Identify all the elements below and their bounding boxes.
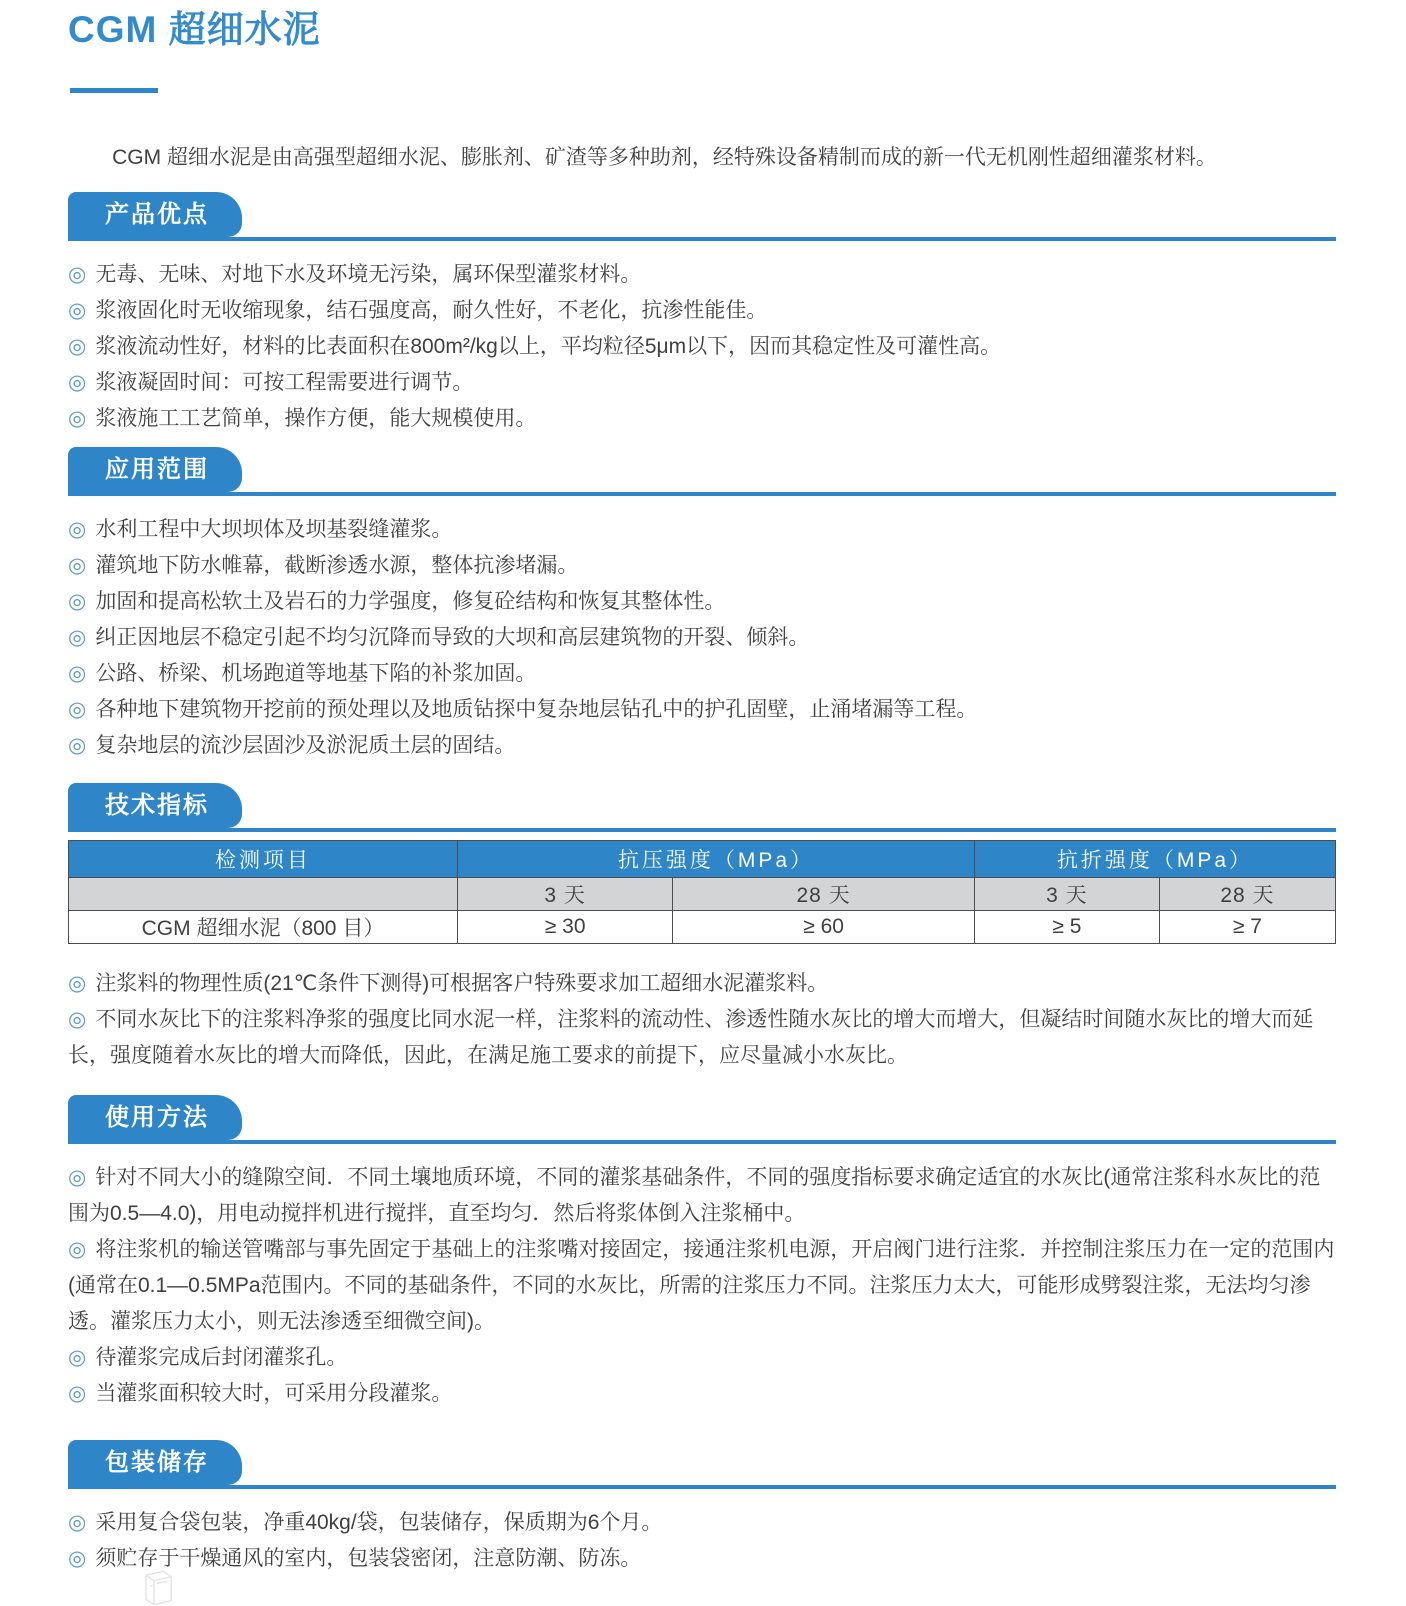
list-item-text: 不同水灰比下的注浆料净浆的强度比同水泥一样，注浆料的流动性、渗透性随水灰比的增大而增大，但凝结时间随水灰比的增大而延长，强度随着水灰比的增大而降低，因此，在满足施工要求的前提下，应尽量减小水灰比。: [68, 1008, 1314, 1067]
section-product-advantages: [68, 192, 1336, 437]
list-item-text: 加固和提高松软土及岩石的力学强度，修复砼结构和恢复其整体性。: [95, 590, 726, 613]
list-item-text: 灌筑地下防水帷幕，截断渗透水源，整体抗渗堵漏。: [95, 554, 579, 577]
list-item: [68, 365, 1336, 401]
list-item: [68, 620, 1336, 656]
bullet-icon: ◎: [68, 1008, 87, 1031]
product-name-cell: CGM 超细水泥（800 目）: [69, 911, 458, 944]
list-item: [68, 257, 1336, 293]
header-test-item: 检测项目: [69, 841, 458, 878]
list-item-text: 水利工程中大坝坝体及坝基裂缝灌浆。: [95, 518, 453, 541]
list-item: [68, 728, 1336, 764]
header-flexural-strength: 抗折强度（MPa）: [974, 841, 1335, 878]
value-cell: ≥ 7: [1159, 911, 1335, 944]
list-item-text: 浆液固化时无收缩现象，结石强度高，耐久性好，不老化，抗渗性能佳。: [95, 299, 768, 322]
section-rule: [68, 1485, 1336, 1489]
title-underline-rule: [70, 88, 158, 93]
package-bag-graphic: [126, 1566, 190, 1606]
value-cell: ≥ 5: [974, 911, 1159, 944]
section-header: [68, 1440, 1336, 1489]
list-item-text: 将注浆机的输送管嘴部与事先固定于基础上的注浆嘴对接固定，接通注浆机电源，开启阀门进行注浆．并控制注浆压力在一定的范围内(通常在0.1—0.5MPa范围内。不同的基础条件，不同的水灰比，所需的注浆压力不同。注浆压力太大，可能形成劈裂注浆，无法均匀渗透。灌浆压力太小，则无法渗透至细微空间)。: [68, 1238, 1335, 1333]
list-item: [68, 692, 1336, 728]
list-item-text: 浆液流动性好，材料的比表面积在800m²/kg以上，平均粒径5μm以下，因而其稳定性及可灌性高。: [95, 335, 1002, 358]
bullet-icon: ◎: [68, 335, 87, 358]
bullet-icon: ◎: [68, 407, 87, 430]
specs-table-header-row: [69, 841, 1336, 878]
bullet-icon: ◎: [68, 698, 87, 721]
bullet-icon: ◎: [68, 1166, 87, 1189]
bullet-icon: ◎: [68, 1346, 87, 1369]
bullet-icon: ◎: [68, 1238, 87, 1261]
bullet-icon: ◎: [68, 662, 87, 685]
list-item: [68, 1376, 1336, 1412]
section-rule: [68, 237, 1336, 241]
list-item: [68, 548, 1336, 584]
list-item: [68, 656, 1336, 692]
list-item: [68, 1002, 1336, 1074]
bullet-icon: ◎: [68, 299, 87, 322]
list-item: [68, 1541, 1336, 1577]
section-header: [68, 192, 1336, 241]
specs-notes-list: [68, 966, 1336, 1074]
list-item-text: 浆液施工工艺简单，操作方便，能大规模使用。: [95, 407, 537, 430]
section-tab-label: 包装储存: [68, 1440, 242, 1485]
bullet-icon: ◎: [68, 972, 87, 995]
list-item-text: 采用复合袋包装，净重40kg/袋，包装储存，保质期为6个月。: [95, 1511, 663, 1534]
list-item-text: 各种地下建筑物开挖前的预处理以及地质钻探中复杂地层钻孔中的护孔固壁，止涌堵漏等工程。: [95, 698, 978, 721]
section-tab-label: 应用范围: [68, 447, 242, 492]
section-rule: [68, 1140, 1336, 1144]
section-tab-label: 产品优点: [68, 192, 242, 237]
bullet-icon: ◎: [68, 263, 87, 286]
subheader-cell: 3 天: [974, 878, 1159, 911]
specs-table-subheader-row: [69, 878, 1336, 911]
list-item: [68, 1340, 1336, 1376]
subheader-cell: 3 天: [457, 878, 672, 911]
bullet-icon: ◎: [68, 554, 87, 577]
usage-steps-list: [68, 1160, 1336, 1412]
subheader-cell: 28 天: [1159, 878, 1335, 911]
section-application-scope: [68, 447, 1336, 764]
list-item: [68, 329, 1336, 365]
list-item: [68, 1232, 1336, 1340]
specs-table-data-row: [69, 911, 1336, 944]
list-item: [68, 1160, 1336, 1232]
value-cell: ≥ 30: [457, 911, 672, 944]
bullet-icon: ◎: [68, 1382, 87, 1405]
header-compressive-strength: 抗压强度（MPa）: [457, 841, 974, 878]
list-item: [68, 584, 1336, 620]
list-item-text: 公路、桥梁、机场跑道等地基下陷的补浆加固。: [95, 662, 537, 685]
applications-list: [68, 512, 1336, 764]
specs-table: [68, 840, 1336, 944]
bullet-icon: ◎: [68, 371, 87, 394]
list-item-text: 浆液凝固时间：可按工程需要进行调节。: [95, 371, 474, 394]
value-cell: ≥ 60: [673, 911, 975, 944]
list-item-text: 待灌浆完成后封闭灌浆孔。: [95, 1346, 348, 1369]
subheader-empty-cell: [69, 878, 458, 911]
list-item-text: 注浆料的物理性质(21℃条件下测得)可根据客户特殊要求加工超细水泥灌浆料。: [95, 972, 829, 995]
list-item-text: 须贮存于干燥通风的室内，包装袋密闭，注意防潮、防冻。: [95, 1547, 642, 1570]
intro-paragraph: CGM 超细水泥是由高强型超细水泥、膨胀剂、矿渣等多种助剂，经特殊设备精制而成的新一代无机刚性超细灌浆材料。: [112, 146, 1217, 169]
section-rule: [68, 492, 1336, 496]
bullet-icon: ◎: [68, 626, 87, 649]
list-item-text: 针对不同大小的缝隙空间．不同土壤地质环境，不同的灌浆基础条件，不同的强度指标要求确定适宜的水灰比(通常注浆科水灰比的范围为0.5—4.0)，用电动搅拌机进行搅拌，直至均匀．然后将浆体倒入注浆桶中。: [68, 1166, 1321, 1225]
section-header: [68, 447, 1336, 496]
packaging-list: [68, 1505, 1336, 1577]
section-rule: [68, 828, 1336, 832]
section-header: [68, 1095, 1336, 1144]
section-header: [68, 783, 1336, 832]
section-tab-label: 技术指标: [68, 783, 242, 828]
bullet-icon: ◎: [68, 590, 87, 613]
section-packaging-storage: [68, 1440, 1336, 1577]
section-tab-label: 使用方法: [68, 1095, 242, 1140]
section-usage-method: [68, 1095, 1336, 1412]
list-item-text: 当灌浆面积较大时，可采用分段灌浆。: [95, 1382, 453, 1405]
bullet-icon: ◎: [68, 1547, 87, 1570]
subheader-cell: 28 天: [673, 878, 975, 911]
section-technical-specs: [68, 783, 1336, 1074]
list-item-text: 复杂地层的流沙层固沙及淤泥质土层的固结。: [95, 734, 516, 757]
list-item: [68, 401, 1336, 437]
list-item: [68, 293, 1336, 329]
bullet-icon: ◎: [68, 1511, 87, 1534]
advantages-list: [68, 257, 1336, 437]
bullet-icon: ◎: [68, 518, 87, 541]
list-item: [68, 966, 1336, 1002]
list-item-text: 纠正因地层不稳定引起不均匀沉降而导致的大坝和高层建筑物的开裂、倾斜。: [95, 626, 810, 649]
list-item: [68, 1505, 1336, 1541]
list-item: [68, 512, 1336, 548]
list-item-text: 无毒、无味、对地下水及环境无污染，属环保型灌浆材料。: [95, 263, 642, 286]
page-title: CGM 超细水泥: [68, 9, 321, 50]
bullet-icon: ◎: [68, 734, 87, 757]
